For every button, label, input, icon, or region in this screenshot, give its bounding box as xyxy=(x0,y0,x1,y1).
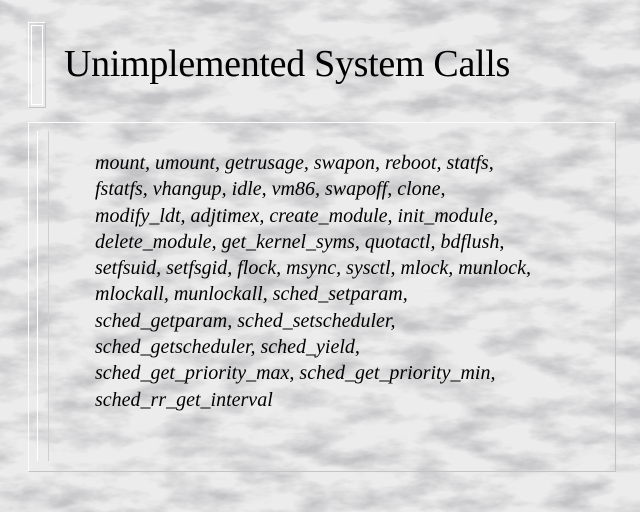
slide-title: Unimplemented System Calls xyxy=(64,43,511,85)
calls-line: modify_ldt, adjtimex, create_module, init_module, xyxy=(95,204,499,227)
calls-line: sched_getscheduler, sched_yield, xyxy=(95,336,360,359)
calls-line: setfsuid, setfsgid, flock, msync, sysctl, mlock, munlock, xyxy=(95,257,532,280)
calls-line: sched_get_priority_max, sched_get_priority_min, xyxy=(95,362,496,385)
calls-line: mount, umount, getrusage, swapon, reboot, statfs, xyxy=(95,152,494,174)
calls-line: sched_rr_get_interval xyxy=(95,388,273,411)
title-frame-decoration xyxy=(28,22,46,108)
calls-line: delete_module, get_kernel_syms, quotactl, bdflush, xyxy=(95,230,505,253)
calls-line: sched_getparam, sched_setscheduler, xyxy=(95,309,396,332)
system-calls-list xyxy=(95,150,615,413)
calls-line: mlockall, munlockall, sched_setparam, xyxy=(95,283,408,306)
calls-line: fstatfs, vhangup, idle, vm86, swapoff, clone, xyxy=(95,178,446,201)
